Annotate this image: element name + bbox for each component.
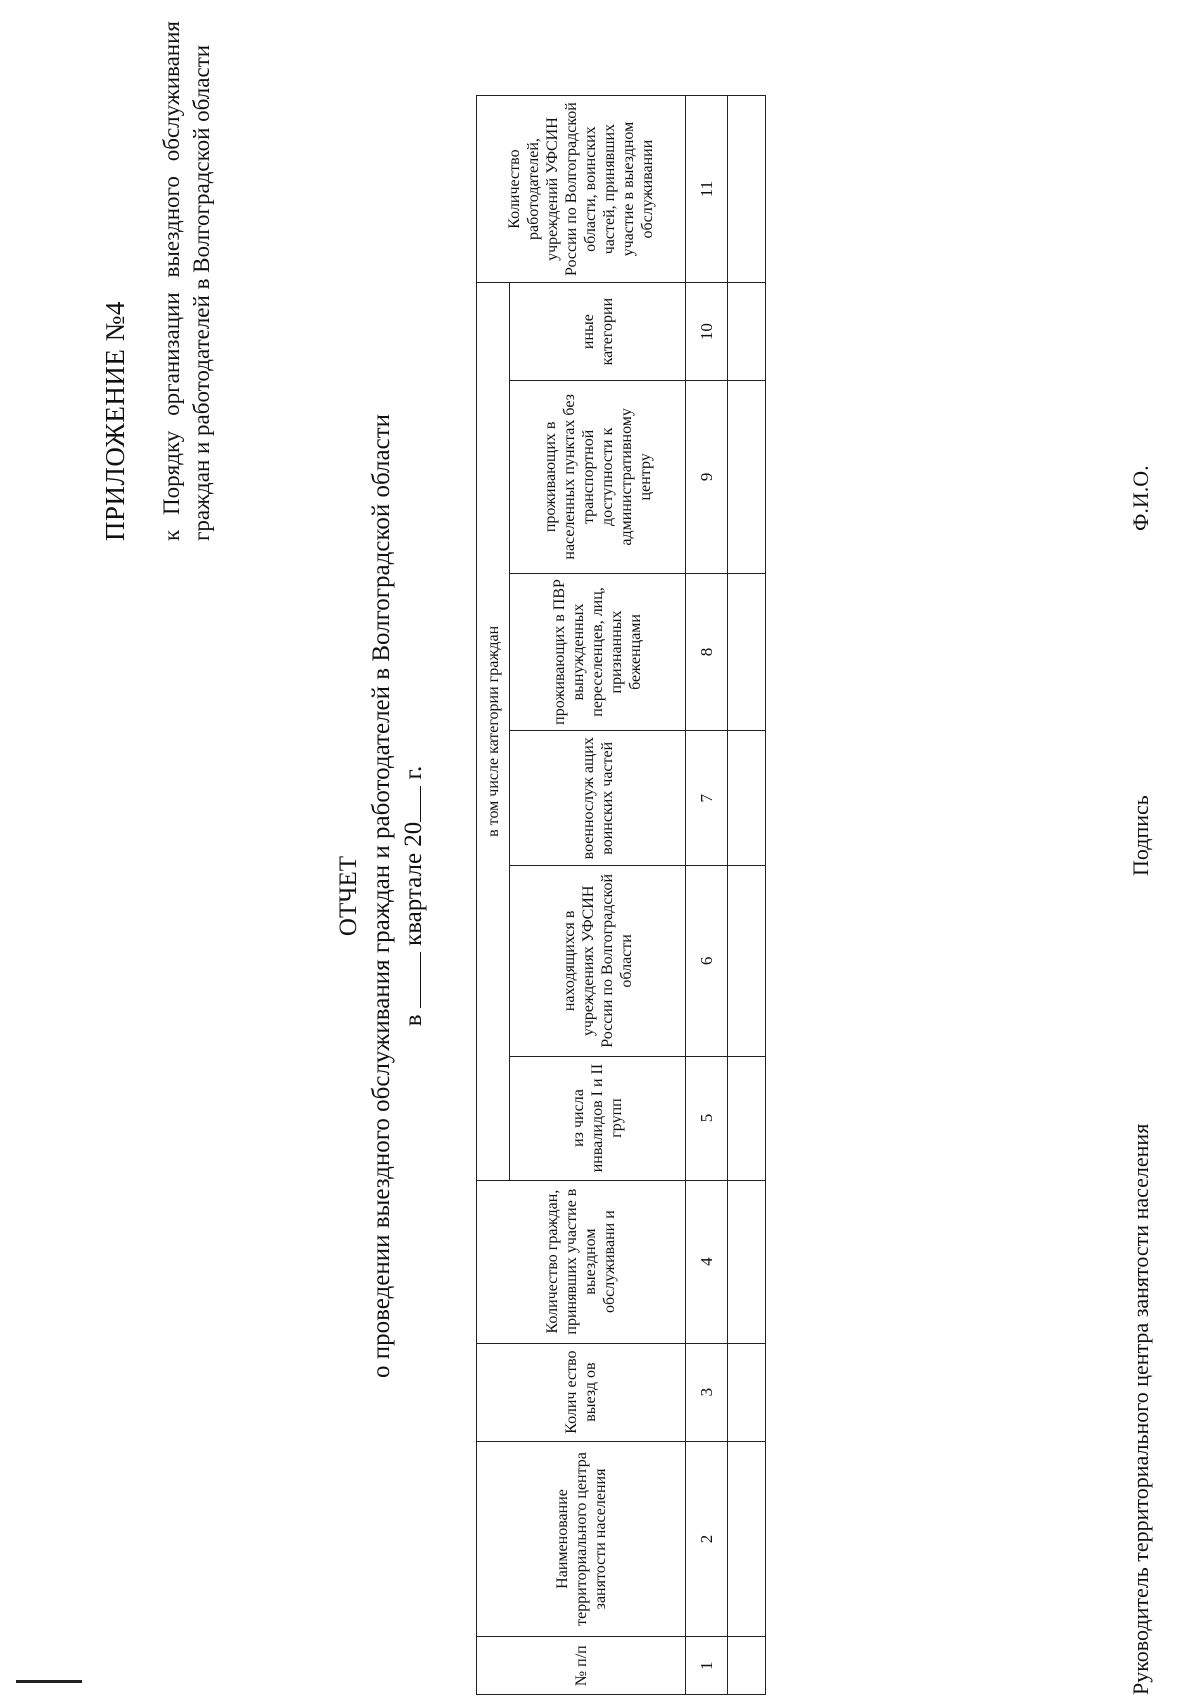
column-number: 7 bbox=[686, 731, 728, 866]
column-number: 5 bbox=[686, 1056, 728, 1180]
column-number: 11 bbox=[686, 96, 728, 283]
header-no: № п/п bbox=[477, 1637, 686, 1695]
header-row-1 bbox=[477, 96, 510, 1695]
signature-name-label: Ф.И.О. bbox=[1128, 465, 1153, 531]
appendix-text: к Порядку организации выездного обслуживания граждан и работодателей в Волгоградской области bbox=[159, 21, 214, 541]
header-citizens: Количество граждан, принявших участие в выездном обслуживани и bbox=[477, 1180, 686, 1343]
column-number: 8 bbox=[686, 573, 728, 731]
table-cell[interactable] bbox=[728, 283, 766, 381]
header-category-group: в том числе категории граждан bbox=[477, 283, 510, 1180]
header-disabled: из числа инвалидов I и II групп bbox=[510, 1056, 686, 1180]
table-cell[interactable] bbox=[728, 866, 766, 1056]
report-table bbox=[476, 95, 766, 1695]
column-number-row bbox=[686, 96, 728, 1695]
header-pvr: проживающих в ПВР вынужденных переселенцев, лиц, признанных беженцами bbox=[510, 573, 686, 731]
column-number: 3 bbox=[686, 1343, 728, 1441]
column-number: 9 bbox=[686, 381, 728, 574]
table-cell[interactable] bbox=[728, 731, 766, 866]
header-remote: проживающих в населенных пунктах без транспортной доступности к административному центру bbox=[510, 381, 686, 574]
header-ufsin: находящихся в учреждениях УФСИН России по Волгоградской области bbox=[510, 866, 686, 1056]
empty-data-row bbox=[728, 96, 766, 1695]
column-number: 4 bbox=[686, 1180, 728, 1343]
report-title: ОТЧЕТ bbox=[335, 855, 362, 937]
header-military: военнослуж ащих воинских частей bbox=[510, 731, 686, 866]
table-cell[interactable] bbox=[728, 96, 766, 283]
report-period bbox=[400, 336, 428, 1456]
table-cell[interactable] bbox=[728, 1180, 766, 1343]
table-cell[interactable] bbox=[728, 1441, 766, 1637]
quarter-blank bbox=[400, 952, 421, 1008]
appendix-block bbox=[100, 21, 217, 541]
table-cell[interactable] bbox=[728, 1343, 766, 1441]
header-other: иные категории bbox=[510, 283, 686, 381]
year-blank bbox=[400, 786, 421, 822]
column-number: 10 bbox=[686, 283, 728, 381]
signature-label: Подпись bbox=[1128, 795, 1153, 876]
header-employers: Количество работодателей, учреждений УФСИН России по Волгоградской области, воинских частей, принявших участие в выездном обслуживании bbox=[477, 96, 686, 283]
column-number: 2 bbox=[686, 1441, 728, 1637]
column-number: 6 bbox=[686, 866, 728, 1056]
report-subtitle: о проведении выездного обслуживания граждан и работодателей в Волгоградской области bbox=[368, 413, 395, 1379]
signature-role: Руководитель территориального центра занятости населения bbox=[1128, 1123, 1153, 1695]
header-trips: Колич ество выезд ов bbox=[477, 1343, 686, 1441]
period-suffix: г. bbox=[400, 765, 427, 780]
table-cell[interactable] bbox=[728, 573, 766, 731]
table-cell[interactable] bbox=[728, 1056, 766, 1180]
header-center-name: Наименование территориального центра занятости населения bbox=[477, 1441, 686, 1637]
period-prefix: в bbox=[400, 1014, 427, 1027]
page-edge-mark bbox=[16, 1680, 82, 1683]
appendix-title: ПРИЛОЖЕНИЕ №4 bbox=[100, 301, 130, 541]
table-cell[interactable] bbox=[728, 1637, 766, 1695]
period-middle: квартале 20 bbox=[400, 821, 427, 946]
column-number: 1 bbox=[686, 1637, 728, 1695]
table-cell[interactable] bbox=[728, 381, 766, 574]
